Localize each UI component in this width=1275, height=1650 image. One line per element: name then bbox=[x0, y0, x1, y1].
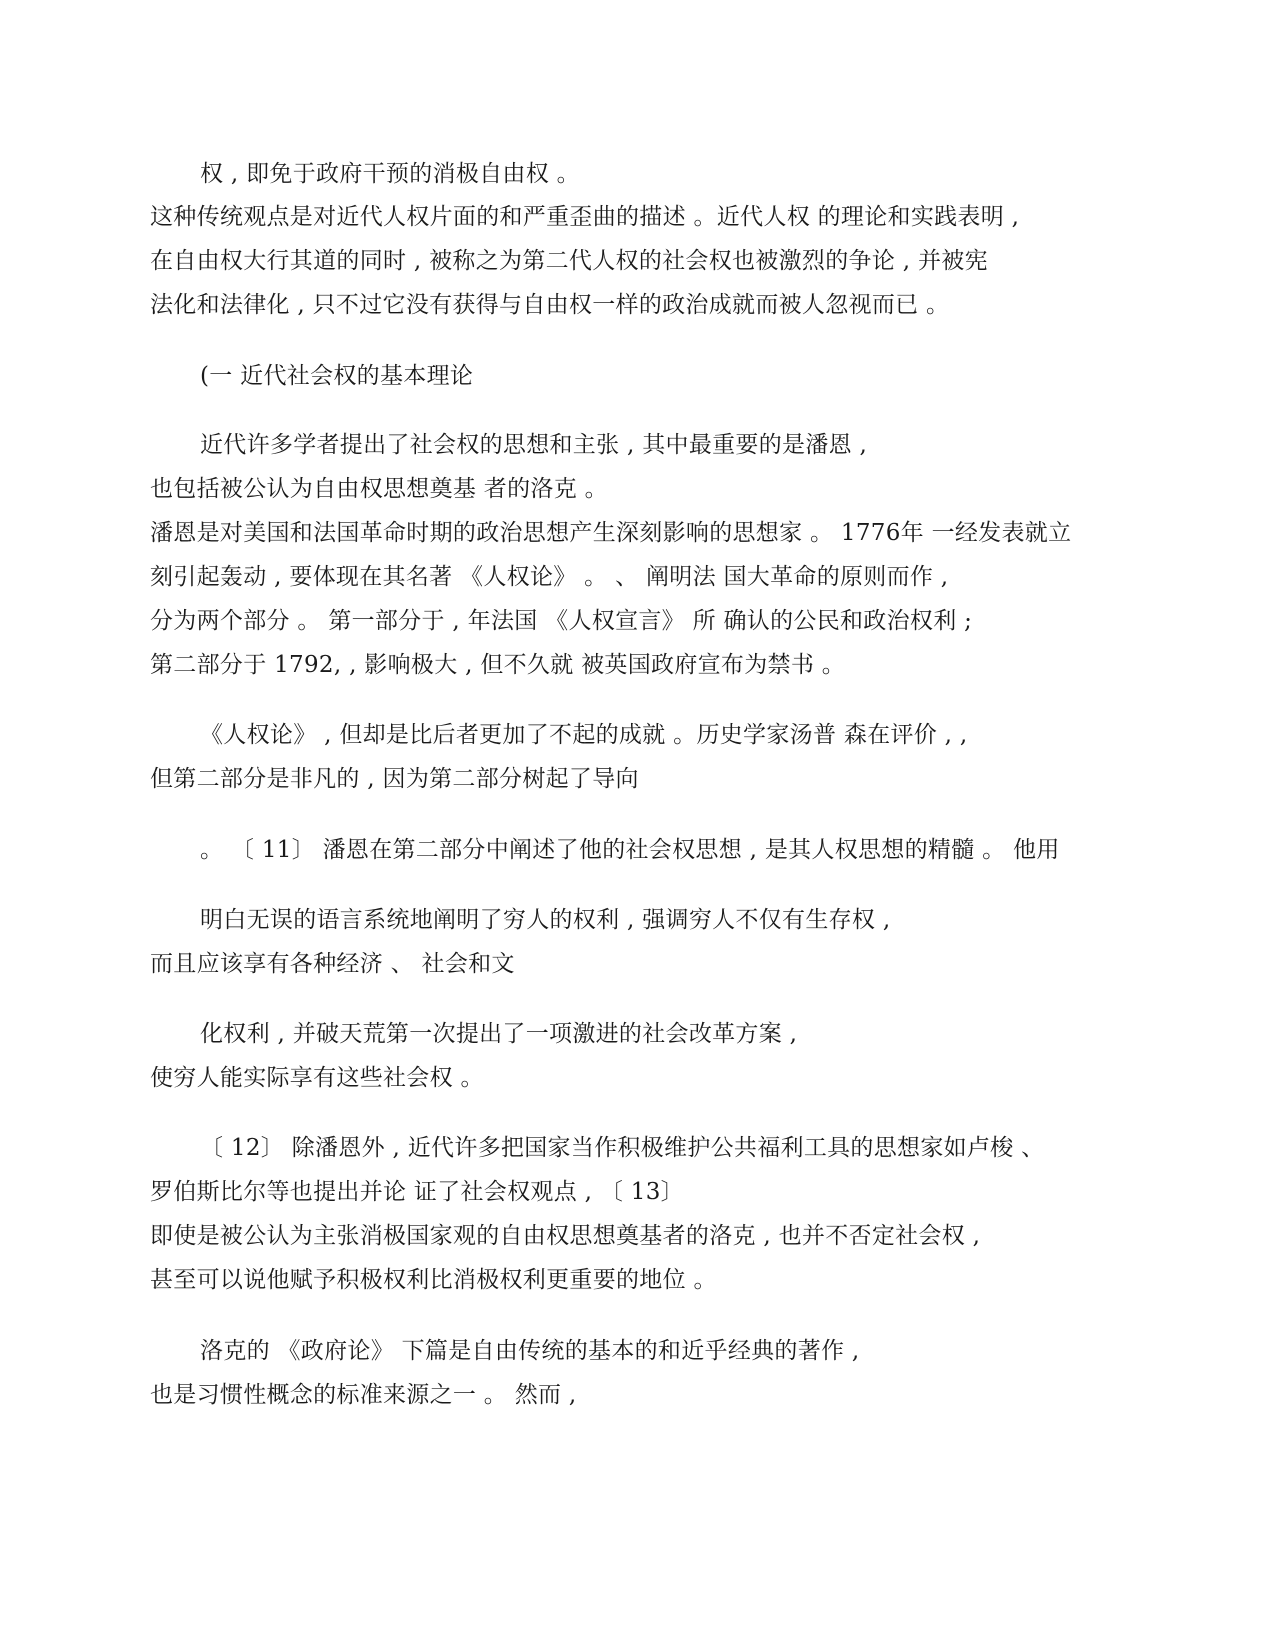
text-line: 但第二部分是非凡的 , 因为第二部分树起了导向 bbox=[150, 766, 639, 792]
text-line: 近代许多学者提出了社会权的思想和主张 , 其中最重要的是潘恩 , bbox=[200, 432, 868, 458]
section-heading: (一 近代社会权的基本理论 bbox=[200, 363, 474, 389]
text-line: 权 , 即免于政府干预的消极自由权 。 bbox=[200, 161, 580, 187]
text-line: 也包括被公认为自由权思想奠基 者的洛克 。 bbox=[150, 476, 608, 502]
text-line: 在自由权大行其道的同时 , 被称之为第二代人权的社会权也被激烈的争论 , 并被宪 bbox=[150, 248, 988, 274]
text-line: 潘恩是对美国和法国革命时期的政治思想产生深刻影响的思想家 。 1776年 一经发表就立 bbox=[150, 520, 1072, 546]
text-line: 法化和法律化 , 只不过它没有获得与自由权一样的政治成就而被人忽视而已 。 bbox=[150, 292, 950, 318]
text-line: 这种传统观点是对近代人权片面的和严重歪曲的描述 。近代人权 的理论和实践表明 , bbox=[150, 204, 1020, 230]
text-line: 而且应该享有各种经济 、 社会和文 bbox=[150, 951, 515, 977]
text-line: 。 〔 11〕 潘恩在第二部分中阐述了他的社会权思想 , 是其人权思想的精髓 。 他用 bbox=[200, 837, 1060, 863]
text-line: 《人权论》 , 但却是比后者更加了不起的成就 。历史学家汤普 森在评价 , , bbox=[200, 722, 968, 748]
text-line: 甚至可以说他赋予积极权利比消极权利更重要的地位 。 bbox=[150, 1267, 717, 1293]
text-line: 刻引起轰动 , 要体现在其名著 《人权论》 。 、 阐明法 国大革命的原则而作 , bbox=[150, 564, 949, 590]
text-line: 明白无误的语言系统地阐明了穷人的权利 , 强调穷人不仅有生存权 , bbox=[200, 907, 891, 933]
text-line: 罗伯斯比尔等也提出并论 证了社会权观点 , 〔 13〕 bbox=[150, 1179, 684, 1205]
text-line: 〔 12〕 除潘恩外 , 近代许多把国家当作积极维护公共福利工具的思想家如卢梭 、 bbox=[200, 1135, 1045, 1161]
text-line: 也是习惯性概念的标准来源之一 。 然而 , bbox=[150, 1382, 577, 1408]
text-line: 洛克的 《政府论》 下篇是自由传统的基本的和近乎经典的著作 , bbox=[200, 1338, 860, 1364]
text-line: 第二部分于 1792, , 影响极大 , 但不久就 被英国政府宣布为禁书 。 bbox=[150, 652, 846, 678]
text-line: 即使是被公认为主张消极国家观的自由权思想奠基者的洛克 , 也并不否定社会权 , bbox=[150, 1223, 981, 1249]
text-line: 使穷人能实际享有这些社会权 。 bbox=[150, 1065, 484, 1091]
text-line: 分为两个部分 。 第一部分于 , 年法国 《人权宣言》 所 确认的公民和政治权利 ; bbox=[150, 608, 973, 634]
text-line: 化权利 , 并破天荒第一次提出了一项激进的社会改革方案 , bbox=[200, 1021, 798, 1047]
